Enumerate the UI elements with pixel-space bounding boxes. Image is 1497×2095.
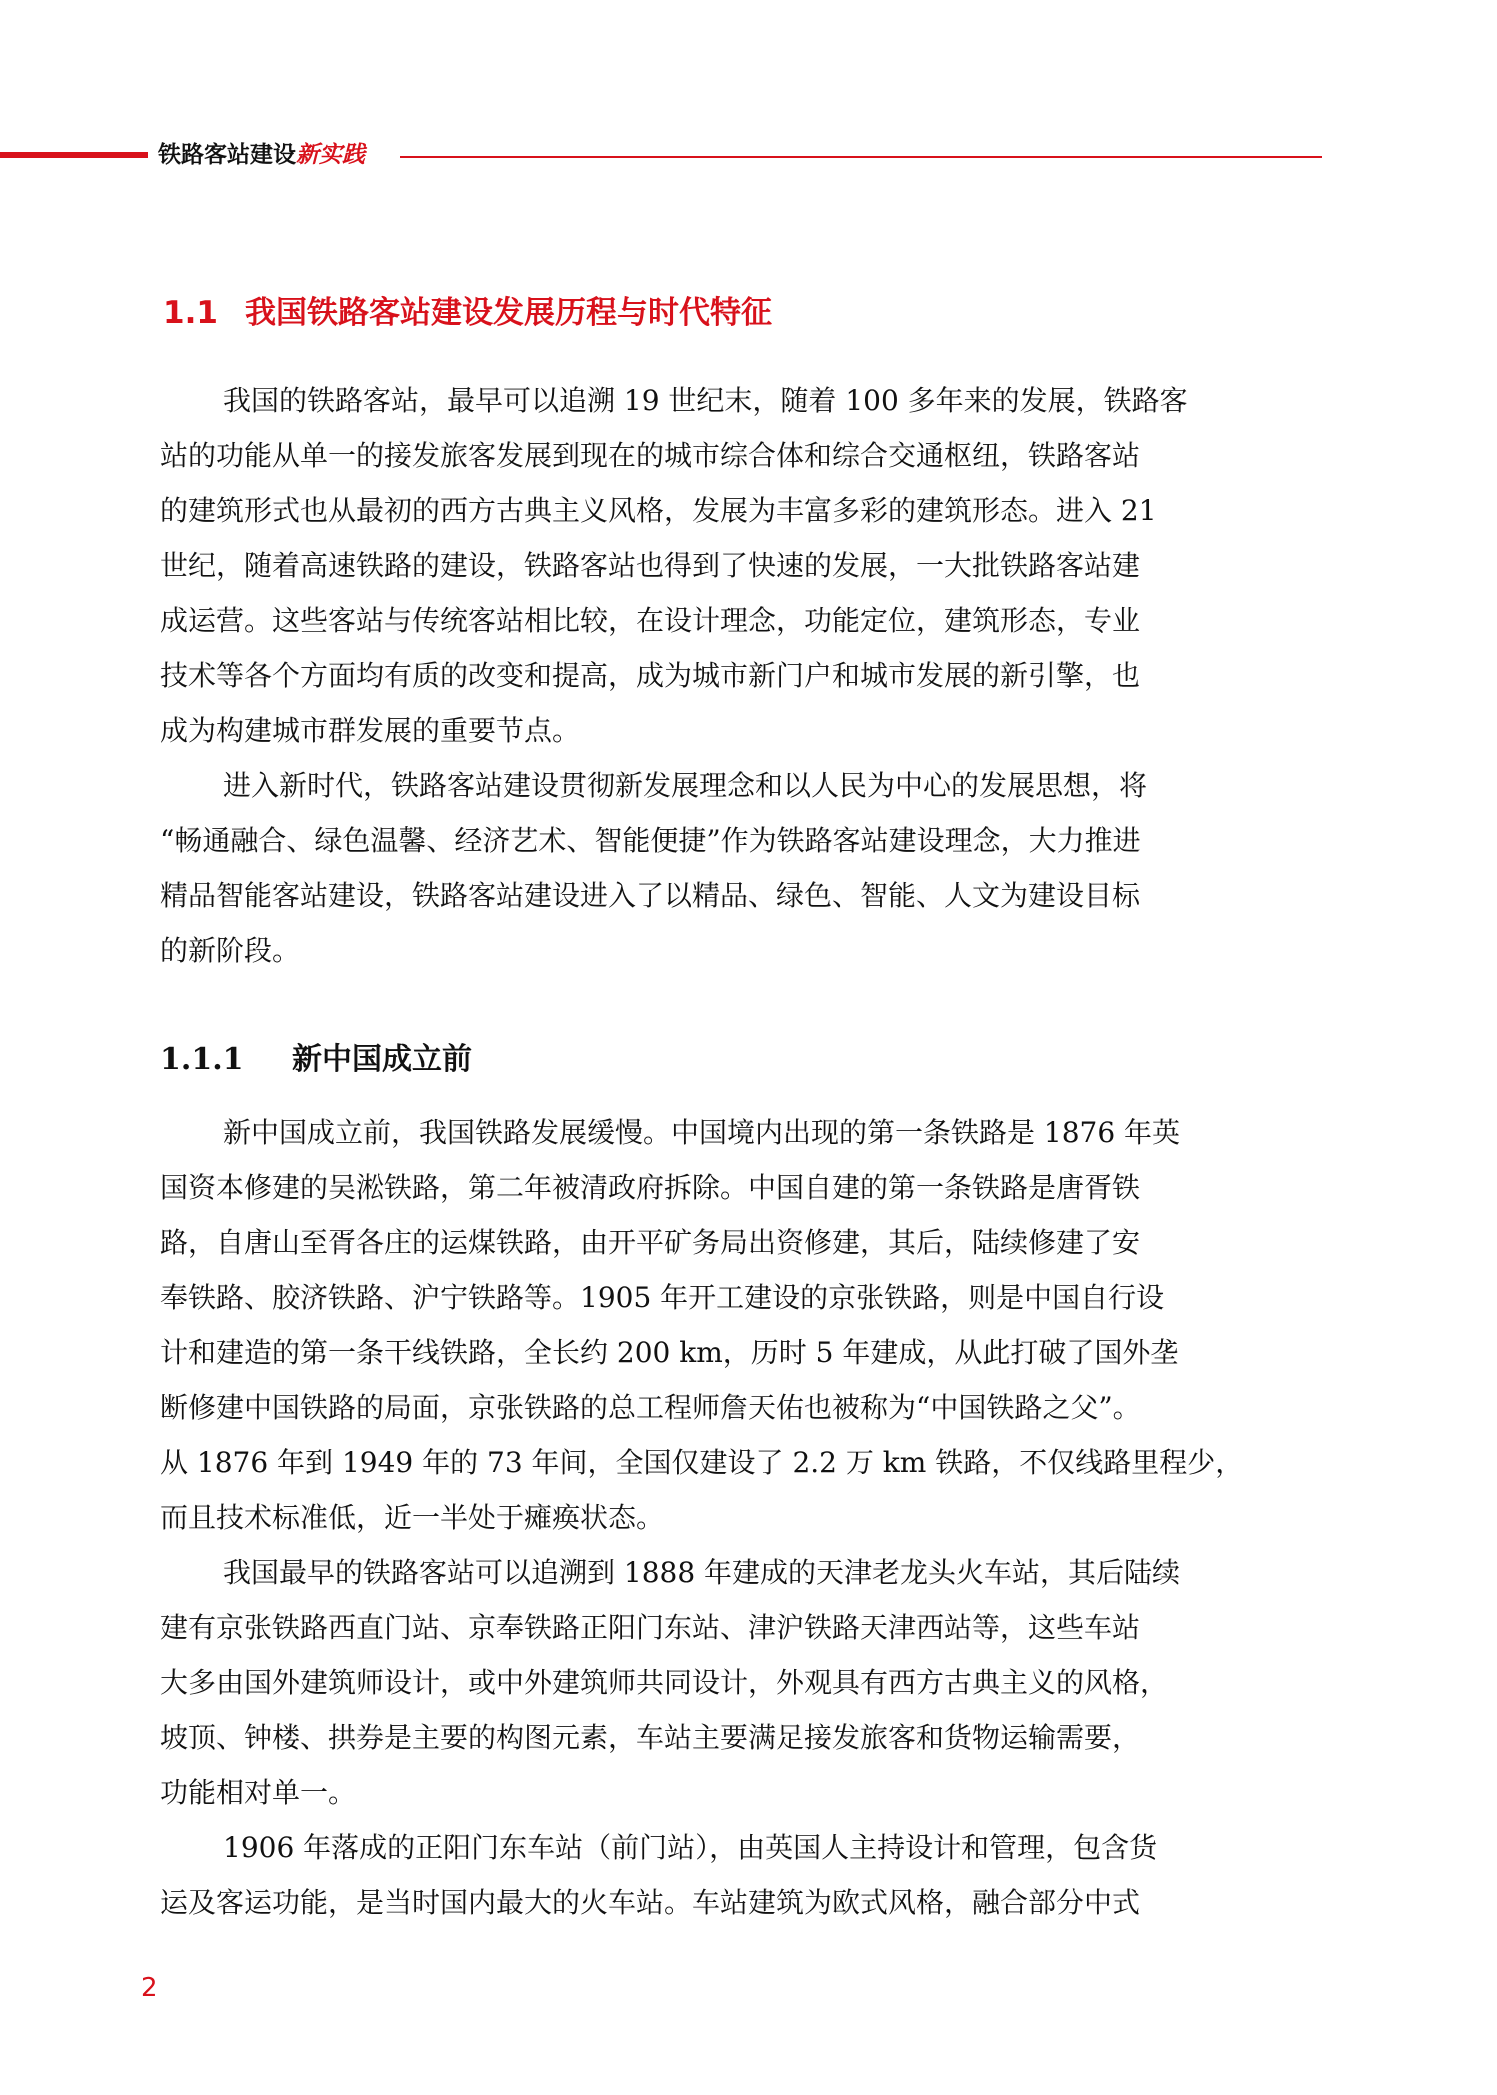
paragraph-line: 坡顶、钟楼、拱券是主要的构图元素，车站主要满足接发旅客和货物运输需要， [160, 1721, 1141, 1754]
paragraph-line: 成运营。这些客站与传统客站相比较，在设计理念，功能定位，建筑形态，专业 [160, 604, 1141, 637]
paragraph-line: 计和建造的第一条干线铁路，全长约 200 km，历时 5 年建成，从此打破了国外垄 [160, 1336, 1179, 1369]
header-red-bar [0, 152, 148, 158]
paragraph-line: 大多由国外建筑师设计，或中外建筑师共同设计，外观具有西方古典主义的风格， [160, 1666, 1169, 1699]
paragraph-line: 新中国成立前，我国铁路发展缓慢。中国境内出现的第一条铁路是 1876 年英 [223, 1116, 1181, 1149]
paragraph-line: 建有京张铁路西直门站、京奉铁路正阳门东站、津沪铁路天津西站等，这些车站 [160, 1611, 1141, 1644]
header-rule [400, 156, 1322, 158]
subsection-number: 1.1.1 [160, 1042, 244, 1077]
paragraph-line: 路，自唐山至胥各庄的运煤铁路，由开平矿务局出资修建，其后，陆续修建了安 [160, 1226, 1141, 1259]
subsection-heading [160, 1034, 472, 1078]
section-heading [163, 287, 772, 332]
paragraph-line: 精品智能客站建设，铁路客站建设进入了以精品、绿色、智能、人文为建设目标 [160, 879, 1141, 912]
paragraph-line: 的建筑形式也从最初的西方古典主义风格，发展为丰富多彩的建筑形态。进入 21 [160, 494, 1157, 527]
section-title-text: 我国铁路客站建设发展历程与时代特征 [245, 295, 772, 331]
paragraph-line: 而且技术标准低，近一半处于瘫痪状态。 [160, 1501, 665, 1534]
paragraph-line: 我国最早的铁路客站可以追溯到 1888 年建成的天津老龙头火车站，其后陆续 [223, 1556, 1181, 1589]
paragraph-line: 技术等各个方面均有质的改变和提高，成为城市新门户和城市发展的新引擎，也 [160, 659, 1141, 692]
paragraph-line: 1906 年落成的正阳门东车站（前门站），由英国人主持设计和管理，包含货 [223, 1831, 1158, 1864]
paragraph-line: 奉铁路、胶济铁路、沪宁铁路等。1905 年开工建设的京张铁路，则是中国自行设 [160, 1281, 1165, 1314]
paragraph-line: 我国的铁路客站，最早可以追溯 19 世纪末，随着 100 多年来的发展，铁路客 [223, 384, 1188, 417]
paragraph-line: 运及客运功能，是当时国内最大的火车站。车站建筑为欧式风格，融合部分中式 [160, 1886, 1141, 1919]
page-number: 2 [141, 1973, 158, 2003]
running-header [158, 136, 365, 169]
book-title-accent: 新实践 [296, 141, 365, 168]
paragraph-line: 功能相对单一。 [160, 1776, 357, 1809]
paragraph-line: 国资本修建的吴淞铁路，第二年被清政府拆除。中国自建的第一条铁路是唐胥铁 [160, 1171, 1141, 1204]
paragraph-line: 断修建中国铁路的局面，京张铁路的总工程师詹天佑也被称为“中国铁路之父”。 [160, 1391, 1141, 1424]
paragraph-line: 从 1876 年到 1949 年的 73 年间，全国仅建设了 2.2 万 km 铁路，不仅线路里程少， [160, 1446, 1244, 1479]
paragraph-line: 世纪，随着高速铁路的建设，铁路客站也得到了快速的发展，一大批铁路客站建 [160, 549, 1141, 582]
paragraph-line: “畅通融合、绿色温馨、经济艺术、智能便捷”作为铁路客站建设理念，大力推进 [160, 824, 1141, 857]
section-number: 1.1 [163, 295, 218, 331]
paragraph-line: 站的功能从单一的接发旅客发展到现在的城市综合体和综合交通枢纽，铁路客站 [160, 439, 1141, 472]
paragraph-line: 成为构建城市群发展的重要节点。 [160, 714, 581, 747]
paragraph-line: 进入新时代，铁路客站建设贯彻新发展理念和以人民为中心的发展思想，将 [223, 769, 1148, 802]
subsection-title-text: 新中国成立前 [292, 1042, 472, 1077]
paragraph-line: 的新阶段。 [160, 934, 301, 967]
book-title: 铁路客站建设 [158, 141, 296, 168]
